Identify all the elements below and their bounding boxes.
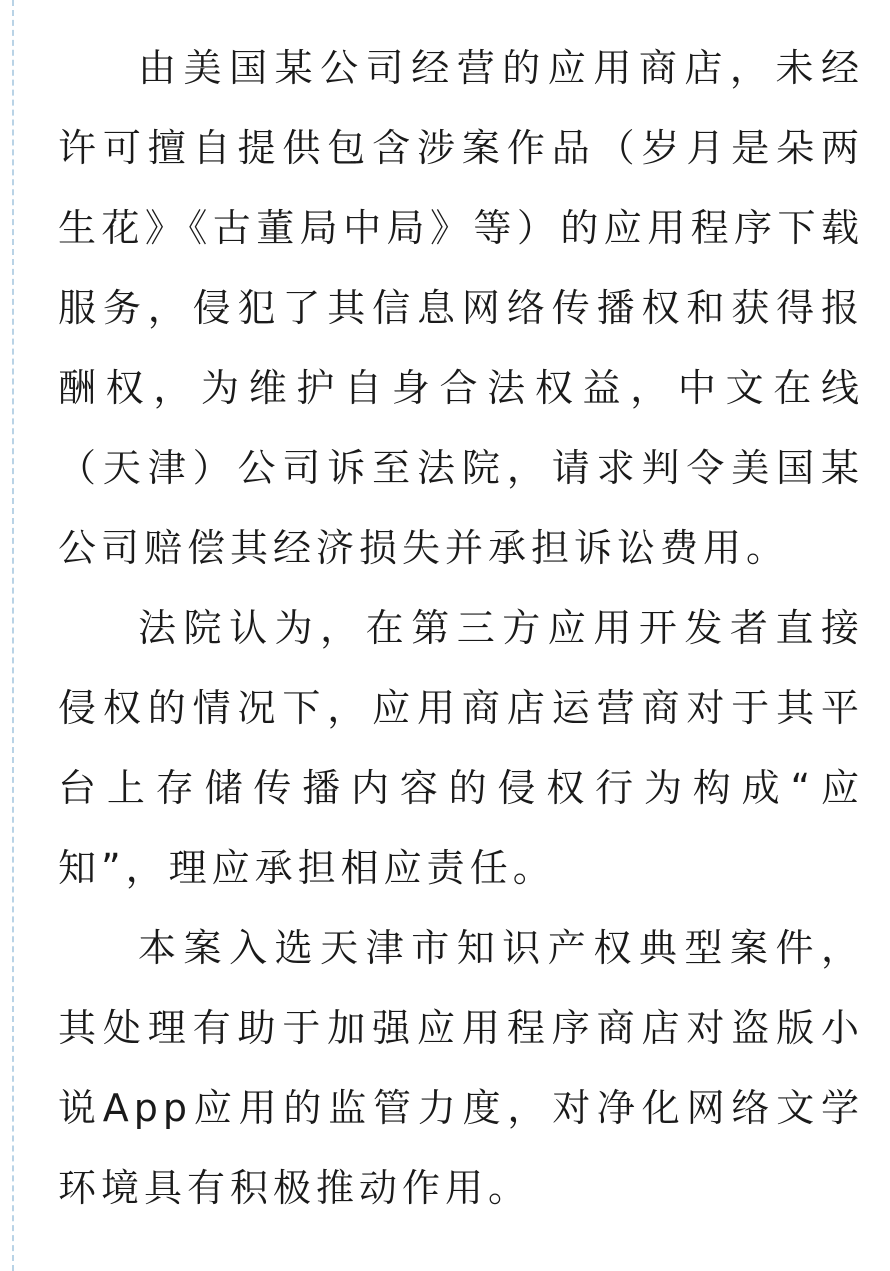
paragraph-case-summary: 由美国某公司经营的应用商店，未经许可擅自提供包含涉案作品（岁月是朵两生花》《古董局中局》等）的应用程序下载服务，侵犯了其信息网络传播权和获得报酬权，为维护自身合法权益，中文在线（天津）公司诉至法院，请求判令美国某公司赔偿其经济损失并承担诉讼费用。 xyxy=(58,46,864,570)
paragraph-court-opinion: 法院认为，在第三方应用开发者直接侵权的情况下，应用商店运营商对于其平台上存储传播内容的侵权行为构成“应知”，理应承担相应责任。 xyxy=(58,606,864,890)
article-body xyxy=(58,28,864,1228)
left-decorative-rule xyxy=(12,0,14,1271)
paragraph-case-significance: 本案入选天津市知识产权典型案件，其处理有助于加强应用程序商店对盗版小说App应用的监管力度，对净化网络文学环境具有积极推动作用。 xyxy=(58,926,864,1210)
